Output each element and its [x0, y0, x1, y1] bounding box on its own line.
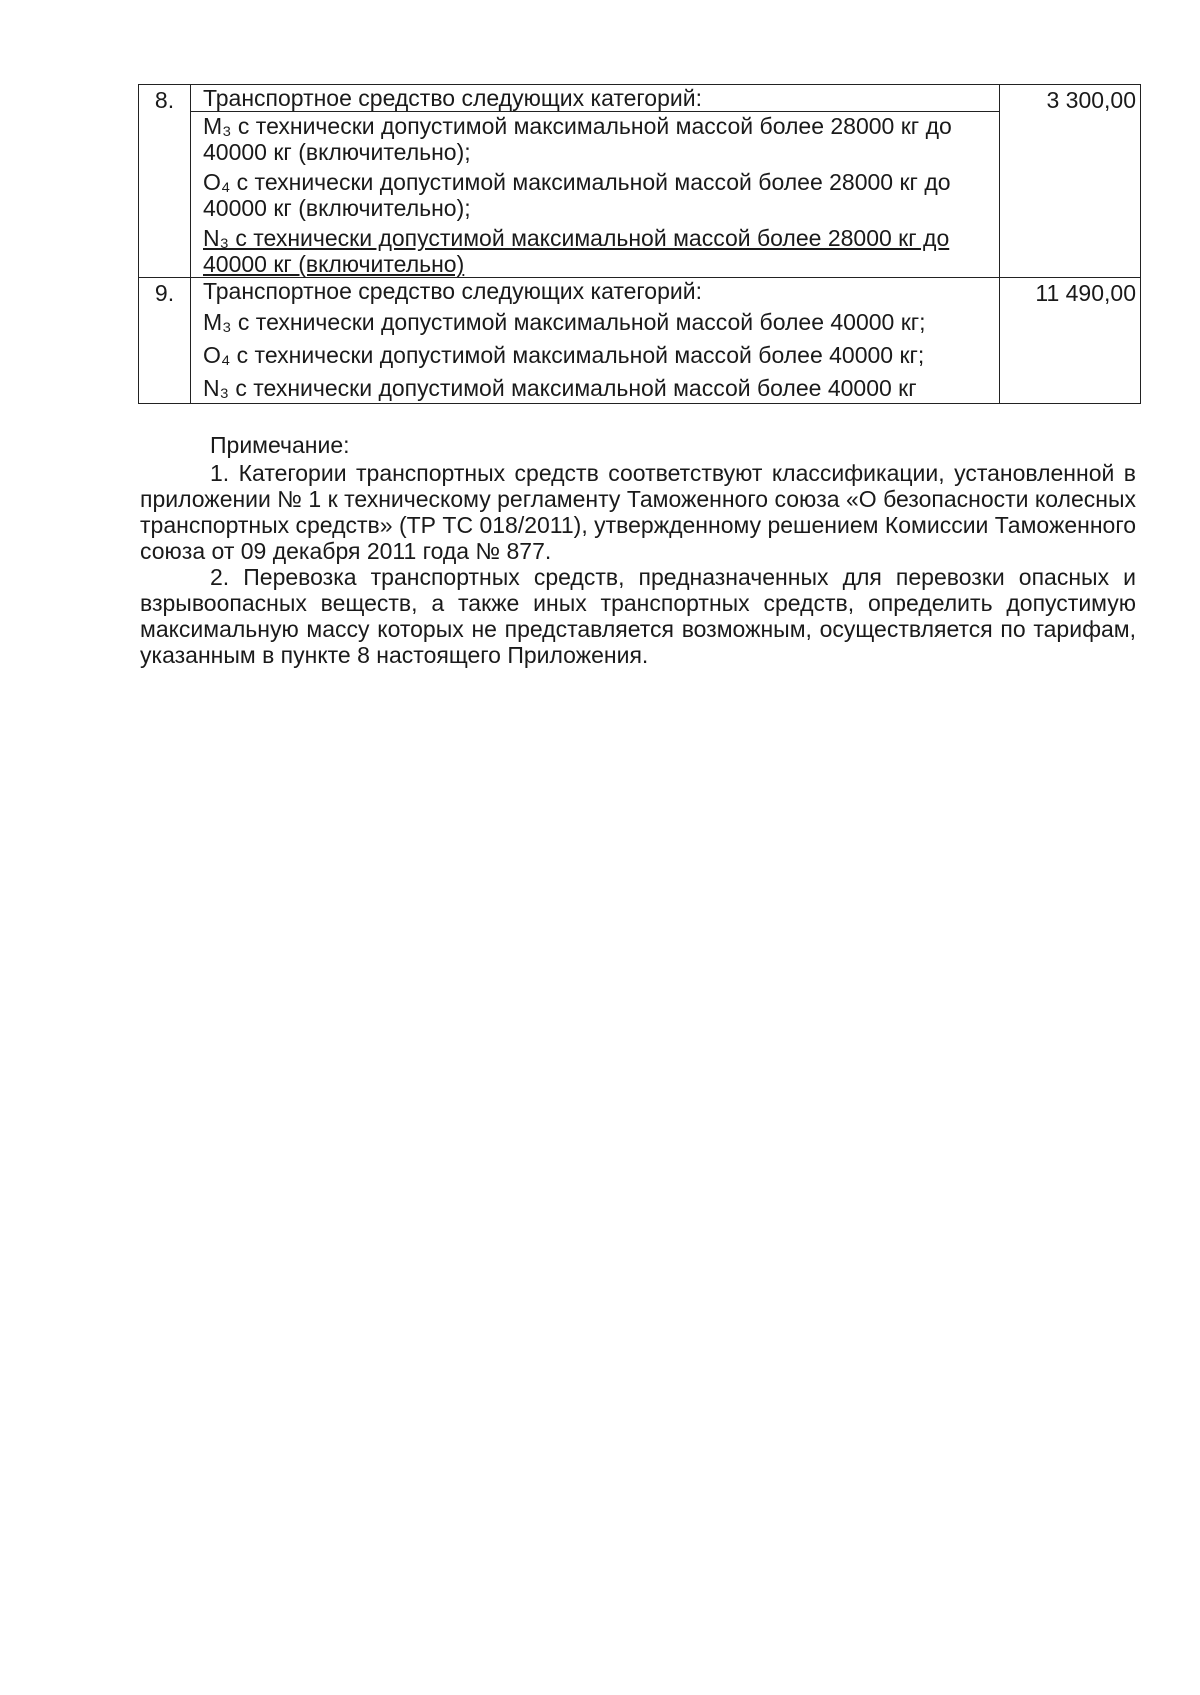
row-description [191, 278, 1000, 404]
row-price: 3 300,00 [1000, 85, 1141, 278]
row-header: Транспортное средство следующих категорий: [203, 278, 702, 304]
tariff-table [138, 84, 1141, 404]
category-item: N₃ с технически допустимой максимальной массой более 28000 кг до 40000 кг (включительно) [203, 225, 950, 277]
row-header: Транспортное средство следующих категорий: [191, 85, 999, 112]
category-item: N₃ с технически допустимой максимальной массой более 40000 кг [203, 375, 917, 401]
category-item: O₄ с технически допустимой максимальной массой более 40000 кг; [203, 342, 925, 368]
table-row [139, 278, 1141, 404]
note-paragraph: 1. Категории транспортных средств соответствуют классификации, установленной в приложении № 1 к техническому регламенту Таможенного союза «О безопасности колесных транспортных средств» (ТР ТС 018/2011), утвержденному решением Комиссии Таможенного союза от 09 декабря 2011 года № 877. [140, 460, 1136, 564]
row-price: 11 490,00 [1000, 278, 1141, 404]
category-item: O₄ с технически допустимой максимальной массой более 28000 кг до 40000 кг (включительно); [203, 169, 951, 221]
row-description [191, 85, 1000, 278]
row-number: 8. [139, 85, 191, 278]
category-item: M₃ с технически допустимой максимальной массой более 40000 кг; [203, 309, 926, 335]
row-number: 9. [139, 278, 191, 404]
table-row [139, 85, 1141, 278]
category-item: M₃ с технически допустимой максимальной массой более 28000 кг до 40000 кг (включительно); [203, 113, 952, 165]
note-paragraph: 2. Перевозка транспортных средств, предназначенных для перевозки опасных и взрывоопасных веществ, а также иных транспортных средств, определить допустимую максимальную массу которых не представляется возможным, осуществляется по тарифам, указанным в пункте 8 настоящего Приложения. [140, 564, 1136, 668]
notes-section [140, 432, 1136, 668]
notes-title: Примечание: [210, 432, 350, 458]
